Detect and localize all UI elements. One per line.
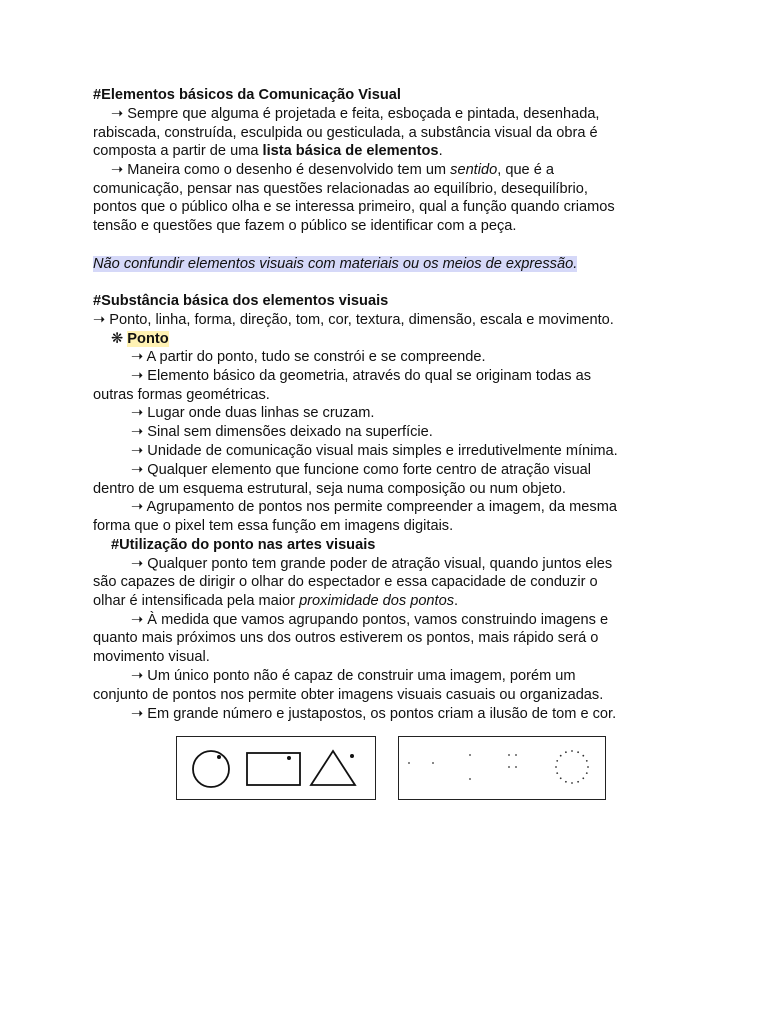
circle-point bbox=[217, 755, 221, 759]
circle-dot bbox=[586, 772, 588, 774]
ponto-item-continued: outras formas geométricas. bbox=[93, 387, 270, 403]
uso-line8: conjunto de pontos nos permite obter imagens visuais casuais ou organizadas. bbox=[93, 687, 604, 703]
figure-shapes-with-points bbox=[176, 736, 376, 800]
uso-line3: olhar é intensificada pela maior proximidade dos pontos. bbox=[93, 593, 459, 609]
para2-line3: pontos que o público olha e se interessa primeiro, qual a função quando criamos bbox=[93, 199, 615, 215]
elements-list-line: ➝ Ponto, linha, forma, direção, tom, cor, textura, dimensão, escala e movimento. bbox=[93, 312, 614, 328]
circle-dot bbox=[582, 777, 584, 779]
circle-dot bbox=[577, 781, 579, 783]
heading-utilizacao-ponto: #Utilização do ponto nas artes visuais bbox=[111, 537, 376, 553]
circle-dot bbox=[565, 751, 567, 753]
circle-shape bbox=[193, 751, 229, 787]
circle-dot bbox=[556, 772, 558, 774]
circle-dot bbox=[565, 781, 567, 783]
dotted-circle bbox=[555, 750, 589, 784]
heading-elementos-basicos: #Elementos básicos da Comunicação Visual bbox=[93, 87, 401, 103]
rectangle-point bbox=[287, 756, 291, 760]
ponto-item: ➝ Qualquer elemento que funcione como forte centro de atração visual bbox=[131, 462, 592, 478]
highlighted-note: Não confundir elementos visuais com materiais ou os meios de expressão. bbox=[93, 256, 578, 272]
asterisk-bullet-icon: ❋ bbox=[111, 331, 128, 347]
uso-line6: movimento visual. bbox=[93, 649, 210, 665]
ponto-item: ➝ Agrupamento de pontos nos permite compreender a imagem, da mesma bbox=[131, 499, 617, 515]
uso-line4: ➝ À medida que vamos agrupando pontos, vamos construindo imagens e bbox=[131, 612, 609, 628]
heading-substancia-basica: #Substância básica dos elementos visuais bbox=[93, 293, 389, 309]
uso-line9: ➝ Em grande número e justapostos, os pontos criam a ilusão de tom e cor. bbox=[131, 706, 617, 722]
circle-dot bbox=[555, 766, 557, 768]
uso-line7: ➝ Um único ponto não é capaz de construir uma imagem, porém um bbox=[131, 668, 576, 684]
para1-line2: rabiscada, construída, esculpida ou gesticulada, a substância visual da obra é bbox=[93, 125, 598, 141]
circle-dot bbox=[582, 755, 584, 757]
proximidade-italic: proximidade dos pontos bbox=[299, 593, 455, 609]
para2-line2: comunicação, pensar nas questões relacionadas ao equilíbrio, desequilíbrio, bbox=[93, 181, 588, 197]
sentido-italic: sentido bbox=[450, 162, 498, 178]
figure-dot-groupings bbox=[398, 736, 606, 800]
uso-line2: são capazes de dirigir o olhar do espectador e essa capacidade de conduzir o bbox=[93, 574, 598, 590]
circle-dot bbox=[560, 755, 562, 757]
para1-line1: ➝ Sempre que alguma é projetada e feita, esboçada e pintada, desenhada, bbox=[111, 106, 600, 122]
rectangle-shape bbox=[247, 753, 300, 785]
ponto-item: ➝ Sinal sem dimensões deixado na superfície. bbox=[131, 424, 433, 440]
ponto-item: ➝ Unidade de comunicação visual mais simples e irredutivelmente mínima. bbox=[131, 443, 618, 459]
uso-line5: quanto mais próximos uns dos outros estiverem os pontos, mais rápido será o bbox=[93, 630, 599, 646]
ponto-item: ➝ Lugar onde duas linhas se cruzam. bbox=[131, 405, 375, 421]
circle-dot bbox=[571, 782, 573, 784]
circle-dot bbox=[577, 751, 579, 753]
ponto-item: ➝ Elemento básico da geometria, através do qual se originam todas as bbox=[131, 368, 592, 384]
dot-groupings-svg bbox=[399, 737, 605, 799]
triangle-shape bbox=[311, 751, 355, 785]
para2-line1: ➝ Maneira como o desenho é desenvolvido tem um sentido, que é a bbox=[111, 162, 555, 178]
circle-dot bbox=[560, 777, 562, 779]
circle-dot bbox=[571, 750, 573, 752]
ponto-item-continued: forma que o pixel tem essa função em imagens digitais. bbox=[93, 518, 454, 534]
lista-basica-bold: lista básica de elementos bbox=[262, 143, 439, 159]
circle-dot bbox=[556, 760, 558, 762]
circle-dot bbox=[587, 766, 589, 768]
para2-line4: tensão e questões que fazem o público se identificar com a peça. bbox=[93, 218, 517, 234]
uso-line1: ➝ Qualquer ponto tem grande poder de atração visual, quando juntos eles bbox=[131, 556, 613, 572]
ponto-item-continued: dentro de um esquema estrutural, seja numa composição ou num objeto. bbox=[93, 481, 566, 497]
para1-line3: composta a partir de uma lista básica de elementos. bbox=[93, 143, 443, 159]
ponto-heading: ❋ Ponto bbox=[111, 331, 169, 347]
triangle-point bbox=[350, 754, 354, 758]
circle-dot bbox=[586, 760, 588, 762]
ponto-item: ➝ A partir do ponto, tudo se constrói e se compreende. bbox=[131, 349, 486, 365]
